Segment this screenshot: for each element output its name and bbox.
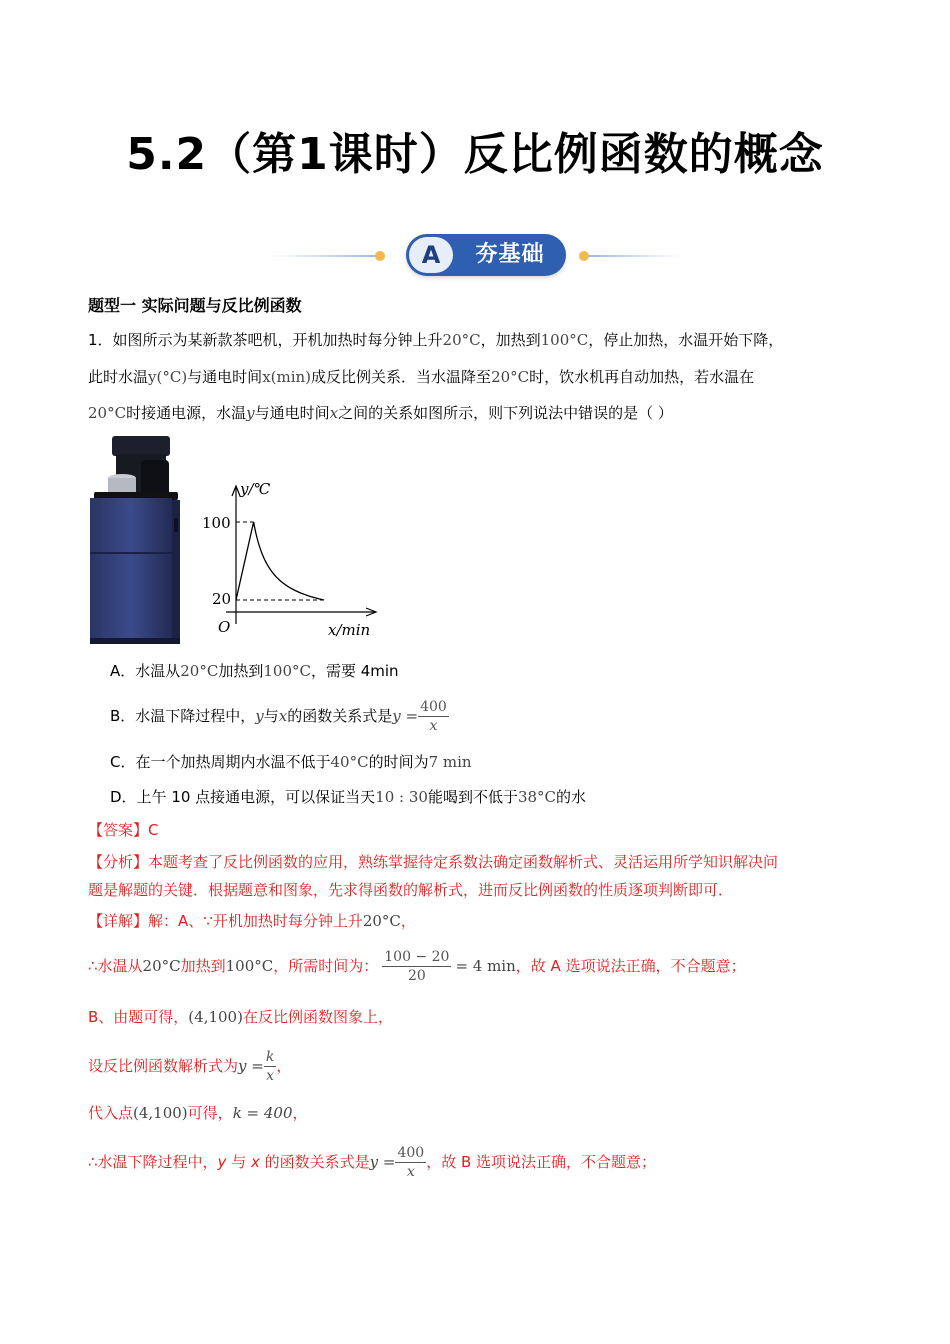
detail-l6-lhs: y = bbox=[369, 1153, 396, 1171]
option-a-text: A．水温从 bbox=[110, 662, 181, 680]
option-c-text: C．在一个加热周期内水温不低于 bbox=[110, 753, 331, 771]
option-b[interactable] bbox=[110, 694, 449, 738]
detail-l5-post: ， bbox=[292, 1104, 308, 1122]
detail-l2-numerator: 100 − 20 bbox=[384, 949, 450, 965]
analysis-text-1: 本题考查了反比例函数的应用，熟练掌握待定系数法确定函数解析式、灵活运用所学知识解决问 bbox=[148, 853, 779, 871]
option-b-denominator: x bbox=[429, 718, 438, 734]
question-line-1 bbox=[88, 330, 783, 350]
q1-math-20c: 20°C bbox=[442, 331, 481, 349]
q3-math-x: x bbox=[329, 404, 339, 422]
detail-l2-math-20c: 20°C bbox=[142, 957, 181, 975]
cooling-curve bbox=[254, 522, 324, 600]
detail-l1-text: 解：A、∵开机加热时每分钟上升 bbox=[148, 912, 363, 930]
option-b-fraction bbox=[418, 698, 449, 735]
q3-text-3: 之间的关系如图所示，则下列说法中错误的是（ ） bbox=[338, 404, 673, 422]
q2-text: 此时水温 bbox=[88, 368, 149, 386]
analysis-line-1 bbox=[88, 852, 778, 872]
banner-pill bbox=[406, 234, 566, 276]
option-c[interactable] bbox=[110, 752, 472, 772]
tick-label-20: 20 bbox=[212, 590, 232, 608]
option-c-math-40c: 40°C bbox=[330, 753, 369, 771]
q3-math-20c: 20°C bbox=[88, 404, 127, 422]
q2-text-2: 与通电时间 bbox=[187, 368, 263, 386]
y-axis-label: y/℃ bbox=[240, 480, 271, 498]
option-d-math-38c: 38°C bbox=[517, 788, 557, 806]
detail-l4-post: ， bbox=[276, 1057, 292, 1075]
q3-math-y: y bbox=[246, 404, 255, 422]
tea-machine-illustration bbox=[86, 434, 182, 646]
detail-label: 【详解】 bbox=[88, 912, 149, 930]
detail-l2-text-2: 加热到 bbox=[180, 957, 226, 975]
banner-right-line bbox=[588, 255, 680, 257]
q1-text: 1．如图所示为某新款茶吧机，开机加热时每分钟上升 bbox=[88, 331, 443, 349]
option-c-text-2: 的时间为 bbox=[368, 753, 429, 771]
q2-math-20c: 20°C bbox=[491, 368, 530, 386]
option-d[interactable] bbox=[110, 787, 586, 807]
option-b-math-x: x bbox=[278, 707, 288, 725]
detail-l4-text: 设反比例函数解析式为 bbox=[88, 1057, 239, 1075]
option-a-math-100c: 100°C bbox=[263, 662, 311, 680]
option-a-text-2: 加热到 bbox=[218, 662, 264, 680]
detail-l2-math-100c: 100°C bbox=[225, 957, 274, 975]
page-title: 5.2（第1课时）反比例函数的概念 bbox=[126, 129, 824, 180]
banner-letter: A bbox=[421, 241, 441, 269]
q3-text: 时接通电源，水温 bbox=[126, 404, 247, 422]
x-axis-label: x/min bbox=[328, 621, 371, 639]
q3-text-2: 与通电时间 bbox=[254, 404, 330, 422]
q1-text-3: ，停止加热，水温开始下降， bbox=[588, 331, 784, 349]
banner-letter-badge bbox=[409, 237, 453, 273]
option-c-math-7min: 7 min bbox=[428, 753, 472, 771]
tick-label-100: 100 bbox=[202, 514, 231, 532]
detail-line-4 bbox=[88, 1044, 291, 1088]
analysis-line-2 bbox=[88, 880, 733, 900]
option-d-text-3: 的水 bbox=[556, 788, 587, 806]
detail-l6-x: x bbox=[250, 1153, 260, 1171]
detail-l6-text-3: 的函数关系式是 bbox=[259, 1153, 370, 1171]
detail-l1-math: 20°C bbox=[362, 912, 401, 930]
option-b-lhs: y = bbox=[392, 707, 419, 725]
detail-l6-text: ∴水温下降过程中， bbox=[88, 1153, 218, 1171]
answer-line bbox=[88, 820, 159, 840]
detail-line-1 bbox=[88, 911, 416, 931]
detail-l4-numerator: k bbox=[265, 1049, 275, 1065]
option-b-text: B．水温下降过程中， bbox=[110, 707, 256, 725]
detail-l2-fraction bbox=[382, 948, 451, 985]
detail-l2-text-3: ，所需时间为： bbox=[273, 957, 379, 975]
detail-l3-math-point: (4,100) bbox=[188, 1008, 243, 1026]
detail-line-6 bbox=[88, 1140, 656, 1184]
option-d-text: D．上午 10 点接通电源，可以保证当天 bbox=[110, 788, 376, 806]
detail-l6-y: y bbox=[217, 1153, 227, 1171]
q2-text-4: 时，饮水机再自动加热，若水温在 bbox=[529, 368, 755, 386]
detail-l5-text: 代入点 bbox=[88, 1104, 134, 1122]
detail-l3-text: B、由题可得， bbox=[88, 1008, 189, 1026]
detail-line-5 bbox=[88, 1103, 308, 1123]
detail-l5-math-k: k = 400 bbox=[232, 1104, 293, 1122]
detail-l4-lhs: y = bbox=[238, 1057, 264, 1075]
q2-text-3: 成反比例关系．当水温降至 bbox=[311, 368, 492, 386]
temperature-graph bbox=[196, 476, 386, 646]
banner-label: 夯基础 bbox=[475, 242, 545, 267]
q2-math-y: y(°C) bbox=[148, 368, 188, 386]
detail-l3-post: 在反比例函数图象上， bbox=[242, 1008, 393, 1026]
question-line-3 bbox=[88, 403, 673, 423]
detail-l6-post: ，故 B 选项说法正确，不合题意； bbox=[426, 1153, 657, 1171]
heating-line bbox=[236, 522, 254, 600]
option-b-numerator: 400 bbox=[420, 699, 447, 715]
detail-l2-result: = 4 min bbox=[455, 957, 516, 975]
origin-label: O bbox=[218, 618, 231, 636]
detail-l6-fraction bbox=[395, 1144, 426, 1181]
detail-l2-text: ∴水温从 bbox=[88, 957, 143, 975]
q2-math-x: x(min) bbox=[262, 368, 312, 386]
answer-label: 【答案】 bbox=[88, 821, 149, 839]
option-d-math-time: 10 : 30 bbox=[375, 788, 428, 806]
option-a-math-20c: 20°C bbox=[180, 662, 219, 680]
q1-math-100c: 100°C bbox=[540, 331, 589, 349]
detail-l5-text-2: 可得， bbox=[187, 1104, 233, 1122]
detail-l2-denominator: 20 bbox=[407, 968, 426, 984]
answer-value: C bbox=[148, 821, 159, 839]
detail-line-2 bbox=[88, 944, 746, 988]
detail-l1-post: ， bbox=[400, 912, 416, 930]
section-heading: 题型一 实际问题与反比例函数 bbox=[88, 296, 302, 315]
detail-l2-post: ，故 A 选项说法正确，不合题意； bbox=[515, 957, 746, 975]
option-a-text-3: ，需要 4min bbox=[310, 662, 399, 680]
banner-left-line bbox=[270, 255, 378, 257]
detail-l6-denominator: x bbox=[406, 1164, 415, 1180]
question-line-2 bbox=[88, 367, 754, 387]
option-a[interactable] bbox=[110, 661, 399, 681]
option-b-text-2: 与 bbox=[263, 707, 279, 725]
analysis-label: 【分析】 bbox=[88, 853, 149, 871]
section-banner bbox=[270, 228, 680, 280]
detail-l6-numerator: 400 bbox=[397, 1145, 425, 1161]
detail-line-3 bbox=[88, 1007, 393, 1027]
banner-left-dot bbox=[375, 251, 385, 261]
analysis-text-2: 题是解题的关键．根据题意和图象，先求得函数的解析式，进而反比例函数的性质逐项判断即可． bbox=[88, 881, 734, 899]
option-b-math-y: y bbox=[255, 707, 264, 725]
option-d-text-2: 能喝到不低于 bbox=[427, 788, 518, 806]
detail-l5-math-point: (4,100) bbox=[133, 1104, 188, 1122]
detail-l4-denominator: x bbox=[266, 1068, 275, 1084]
detail-l4-fraction bbox=[264, 1048, 276, 1085]
detail-l6-text-2: 与 bbox=[226, 1153, 251, 1171]
option-b-text-3: 的函数关系式是 bbox=[287, 707, 393, 725]
q1-text-2: ，加热到 bbox=[480, 331, 541, 349]
